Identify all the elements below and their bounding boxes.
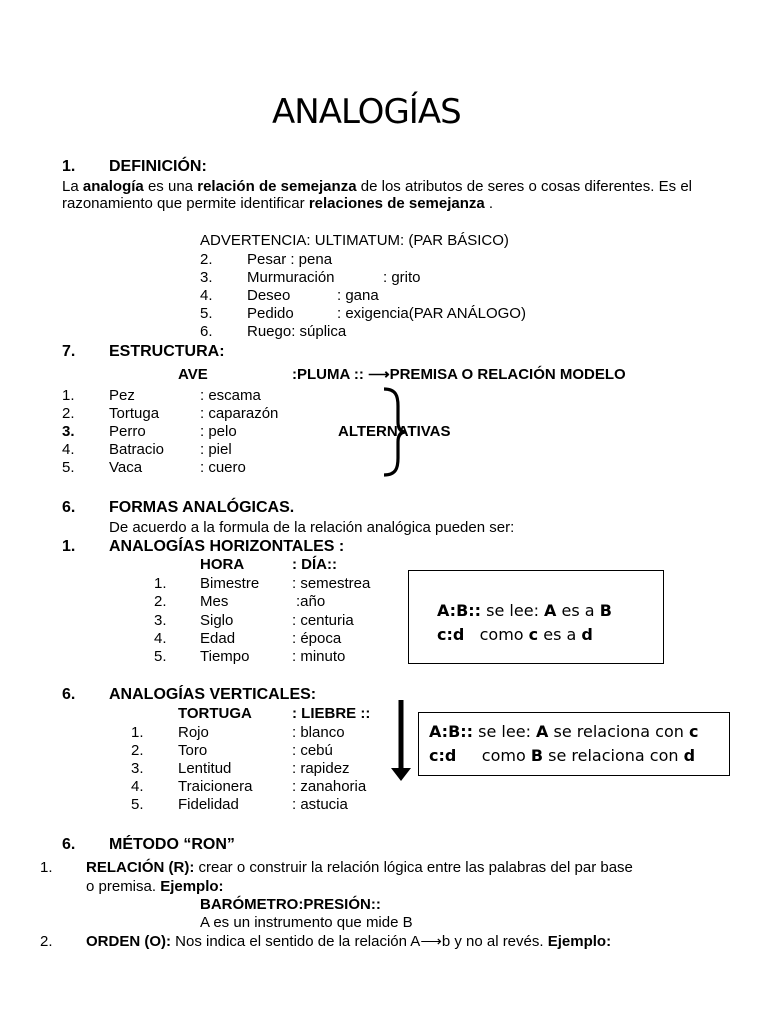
- list-item-value: : rapidez: [292, 760, 350, 777]
- relacion-label: RELACIÓN (R):: [86, 859, 195, 876]
- section-number: 6.: [62, 686, 76, 703]
- def-bold: relaciones de semejanza: [308, 195, 485, 212]
- box-bold: c:d: [437, 625, 465, 644]
- list-item: Toro: [178, 742, 208, 759]
- list-item-value: : pelo: [200, 423, 237, 440]
- list-item: Fidelidad: [178, 796, 239, 813]
- ejemplo-label: Ejemplo:: [160, 878, 224, 895]
- list-item-value: : minuto: [292, 648, 346, 665]
- orden-text: Nos indica el sentido de la relación A⟶b y no al revés.: [171, 933, 544, 950]
- def-bold: analogía: [82, 178, 144, 195]
- box-text: se relaciona con: [543, 746, 684, 765]
- list-item-value: : astucia: [292, 796, 348, 813]
- box-bold: c: [688, 722, 699, 741]
- list-item-value: : exigencia(PAR ANÁLOGO): [337, 305, 526, 322]
- list-item-value: : época: [292, 630, 342, 647]
- list-item-value: : zanahoria: [292, 778, 367, 795]
- list-item: Perro: [109, 423, 146, 440]
- list-item: Siglo: [200, 612, 234, 629]
- definition-paragraph: [62, 178, 692, 212]
- list-number: 1.: [62, 387, 75, 404]
- alternativas-label: ALTERNATIVAS: [338, 423, 451, 440]
- list-number: 2.: [40, 933, 53, 950]
- premise-relation: :PLUMA :: ⟶PREMISA O RELACIÓN MODELO: [292, 366, 626, 383]
- orden-label: ORDEN (O):: [86, 933, 171, 950]
- box-line-1: [437, 599, 612, 623]
- list-number: 5.: [62, 459, 75, 476]
- box-line-2: [437, 623, 593, 647]
- list-item: Bimestre: [200, 575, 260, 592]
- box-line-2: [429, 744, 695, 768]
- list-item: Traicionera: [178, 778, 253, 795]
- list-item: Rojo: [178, 724, 209, 741]
- section-heading-estructura: ESTRUCTURA:: [109, 343, 225, 360]
- box-text: se lee:: [473, 722, 537, 741]
- premise-word-a: AVE: [178, 366, 208, 383]
- list-item: Murmuración: [247, 269, 335, 286]
- list-item: Edad: [200, 630, 236, 647]
- def-text: de los atributos de seres o cosas diferentes. Es el razonamiento que permite identificar: [62, 178, 693, 212]
- list-number: 4.: [131, 778, 144, 795]
- formas-intro: De acuerdo a la formula de la relación analógica pueden ser:: [109, 519, 515, 536]
- box-bold: A:B::: [429, 722, 474, 741]
- list-number: 2.: [62, 405, 75, 422]
- list-item-value: : blanco: [292, 724, 345, 741]
- relacion-text: crear o construir la relación lógica entre las palabras del par base: [194, 859, 633, 876]
- list-number: 4.: [62, 441, 75, 458]
- list-number: 2.: [131, 742, 144, 759]
- box-bold: c:d: [429, 746, 457, 765]
- box-bold: A: [536, 722, 549, 741]
- box-bold: B: [599, 601, 612, 620]
- list-number: 1.: [40, 859, 53, 876]
- box-text: es a: [556, 601, 600, 620]
- section-number: 6.: [62, 499, 76, 516]
- def-text: .: [488, 195, 494, 212]
- list-number: 3.: [131, 760, 144, 777]
- relacion-text-2: o premisa.: [86, 878, 157, 895]
- box-text: como: [456, 746, 531, 765]
- list-item-value: : escama: [200, 387, 261, 404]
- def-bold: relación de semejanza: [197, 178, 357, 195]
- list-item-value: : cebú: [292, 742, 333, 759]
- page-title: ANALOGÍAS: [272, 92, 461, 132]
- list-number: 4.: [154, 630, 167, 647]
- list-item-value: : gana: [337, 287, 379, 304]
- arrow-down-icon: [388, 698, 414, 782]
- list-item: Pez: [109, 387, 135, 404]
- box-text: se relaciona con: [548, 722, 689, 741]
- vertical-rule-box: [418, 712, 730, 776]
- premise-word-a: HORA: [200, 556, 245, 573]
- list-item: Mes: [200, 593, 229, 610]
- section-heading-formas: FORMAS ANALÓGICAS.: [109, 499, 295, 516]
- def-text: La: [62, 178, 79, 195]
- list-number: 4.: [200, 287, 213, 304]
- list-number: 3.: [200, 269, 213, 286]
- advertencia-header: ADVERTENCIA: ULTIMATUM: (PAR BÁSICO): [200, 232, 509, 249]
- list-number: 5.: [200, 305, 213, 322]
- list-number: 2.: [200, 251, 213, 268]
- list-number: 6.: [200, 323, 213, 340]
- list-item-value: : cuero: [200, 459, 246, 476]
- ejemplo-label: Ejemplo:: [547, 933, 612, 950]
- list-item: Tortuga: [109, 405, 160, 422]
- list-item: Pesar : pena: [247, 251, 333, 268]
- section-number: 7.: [62, 343, 76, 360]
- box-bold: B: [530, 746, 544, 765]
- list-item: Tiempo: [200, 648, 250, 665]
- list-item-value: : piel: [200, 441, 232, 458]
- section-heading-definicion: DEFINICIÓN:: [109, 158, 207, 175]
- section-heading-metodo: MÉTODO “RON”: [109, 836, 235, 853]
- box-text: como: [464, 625, 529, 644]
- orden-line: [86, 933, 611, 950]
- box-text: se lee:: [481, 601, 545, 620]
- list-item-value: : grito: [383, 269, 421, 286]
- list-item-value: : caparazón: [200, 405, 279, 422]
- def-text: es una: [147, 178, 194, 195]
- box-bold: d: [581, 625, 593, 644]
- relacion-example-explanation: A es un instrumento que mide B: [200, 914, 413, 931]
- list-number: 3.: [154, 612, 167, 629]
- list-number: 5.: [154, 648, 167, 665]
- list-item: Pedido: [247, 305, 294, 322]
- right-brace-icon: [380, 386, 410, 478]
- section-number: 1.: [62, 158, 76, 175]
- list-item: Ruego: súplica: [247, 323, 347, 340]
- relacion-line-2: [86, 878, 224, 895]
- section-number: 6.: [62, 836, 76, 853]
- list-number: 5.: [131, 796, 144, 813]
- box-bold: d: [683, 746, 696, 765]
- list-item: Lentitud: [178, 760, 232, 777]
- list-item-value: : centuria: [292, 612, 354, 629]
- section-heading-verticales: ANALOGÍAS VERTICALES:: [109, 686, 317, 703]
- premise-relation: : DÍA::: [292, 556, 337, 573]
- relacion-example: BARÓMETRO:PRESIÓN::: [200, 896, 381, 913]
- list-item: Batracio: [109, 441, 165, 458]
- list-number: 1.: [154, 575, 167, 592]
- list-number: 3.: [62, 423, 75, 440]
- section-number: 1.: [62, 538, 76, 555]
- list-item-value: : semestrea: [292, 575, 371, 592]
- box-bold: c: [528, 625, 539, 644]
- premise-relation: : LIEBRE ::: [292, 705, 371, 722]
- horizontal-rule-box: [408, 570, 664, 664]
- list-number: 1.: [131, 724, 144, 741]
- box-bold: A:B::: [437, 601, 482, 620]
- list-item: Deseo: [247, 287, 291, 304]
- list-number: 2.: [154, 593, 167, 610]
- section-heading-horizontales: ANALOGÍAS HORIZONTALES :: [109, 538, 345, 555]
- premise-word-a: TORTUGA: [178, 705, 252, 722]
- list-item-value: :año: [296, 593, 326, 610]
- box-bold: A: [544, 601, 557, 620]
- relacion-line: [86, 859, 633, 876]
- list-item: Vaca: [109, 459, 143, 476]
- box-text: es a: [538, 625, 582, 644]
- box-line-1: [429, 720, 698, 744]
